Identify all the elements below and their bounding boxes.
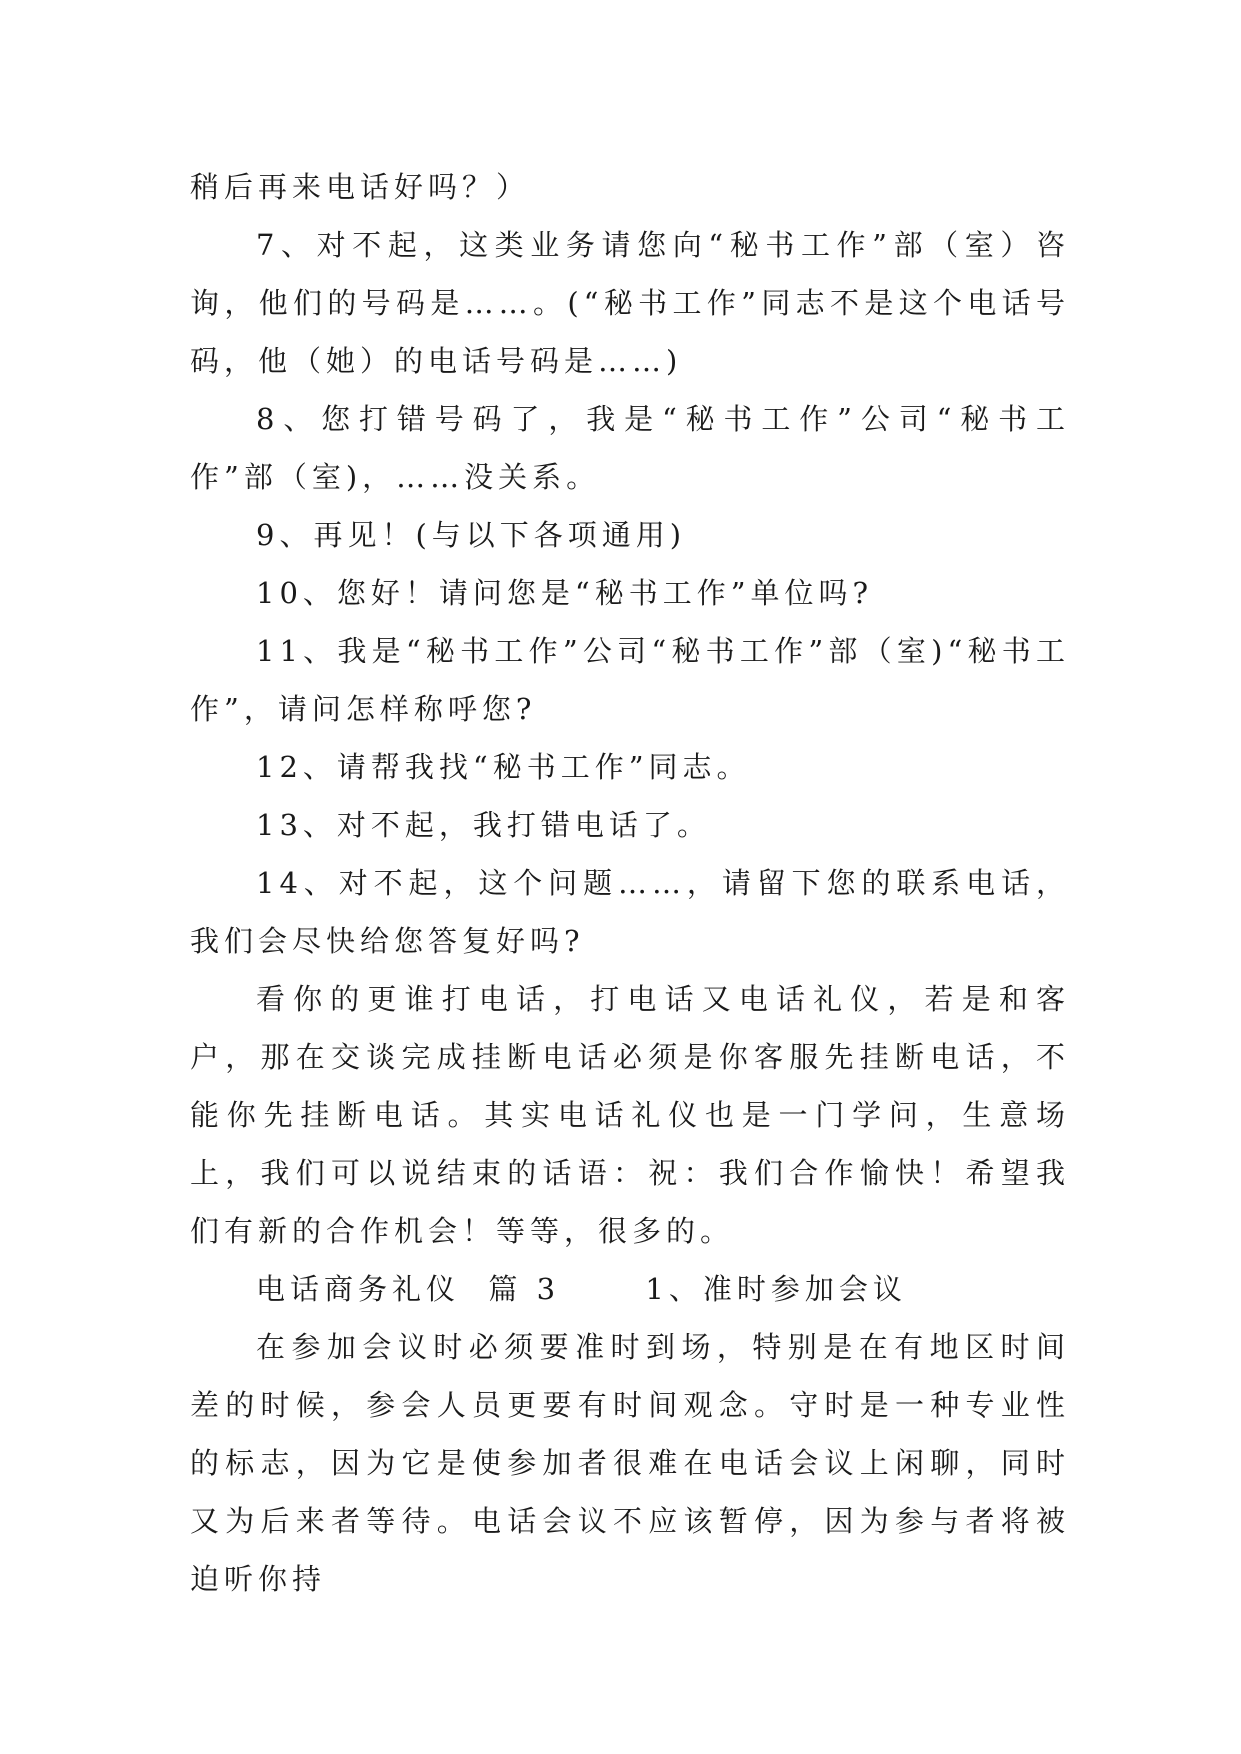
paragraph-item-12: 12、请帮我找“秘书工作”同志。 [256,750,751,784]
paragraph-summary: 看你的更谁打电话，打电话又电话礼仪，若是和客户，那在交谈完成挂断电话必须是你客服先挂断电话，不能你先挂断电话。其实电话礼仪也是一门学问，生意场上，我们可以说结束的话语：祝：我们合作愉快！希望我们有新的合作机会！等等，很多的。 [190,982,1070,1248]
document-body [190,158,1070,1608]
paragraph-item-10: 10、您好！请问您是“秘书工作”单位吗? [256,576,874,610]
paragraph-meeting-punctuality: 在参加会议时必须要准时到场，特别是在有地区时间差的时候，参会人员更要有时间观念。守时是一种专业性的标志，因为它是使参加者很难在电话会议上闲聊，同时又为后来者等待。电话会议不应该暂停，因为参与者将被迫听你持 [190,1330,1070,1596]
paragraph-item-7: 7、对不起，这类业务请您向“秘书工作”部（室）咨询，他们的号码是……。(“秘书工作”同志不是这个电话号码，他（她）的电话号码是……) [190,228,1070,378]
paragraph-continuation: 稍后再来电话好吗？） [190,170,531,204]
paragraph-item-9: 9、再见！(与以下各项通用) [256,518,687,552]
section-heading: 电话商务礼仪 篇 3 1、准时参加会议 [256,1272,907,1306]
paragraph-item-8: 8、您打错号码了，我是“秘书工作”公司“秘书工作”部（室)，……没关系。 [190,402,1070,494]
paragraph-item-14: 14、对不起，这个问题……，请留下您的联系电话，我们会尽快给您答复好吗? [190,866,1070,958]
paragraph-item-11: 11、我是“秘书工作”公司“秘书工作”部（室)“秘书工作”，请问怎样称呼您? [190,634,1070,726]
paragraph-item-13: 13、对不起，我打错电话了。 [256,808,711,842]
